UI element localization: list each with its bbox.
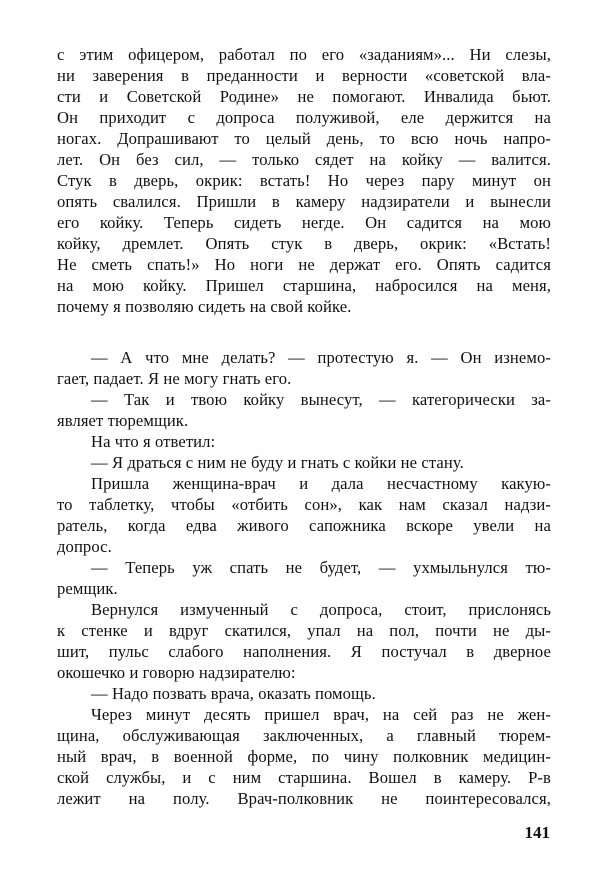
text-line: койку, дремлет. Опять стук в дверь, окрик: «Встать! — [57, 234, 551, 253]
book-page — [57, 44, 551, 809]
text-line: ремщик. — [57, 579, 118, 598]
text-line: Он приходит с допроса полуживой, еле держится на — [57, 108, 551, 127]
paragraph-3 — [57, 389, 551, 431]
text-line: Вернулся измученный с допроса, стоит, прислонясь — [91, 600, 551, 619]
paragraph-6 — [57, 473, 551, 557]
text-line: — А что мне делать? — протестую я. — Он изнемо- — [91, 348, 551, 367]
paragraph-5 — [57, 452, 551, 473]
text-line: На что я ответил: — [91, 432, 216, 451]
text-line: опять свалился. Пришли в камеру надзиратели и вынесли — [57, 192, 551, 211]
text-line: лежит на полу. Врач-полковник не поинтересовался, — [57, 789, 551, 808]
text-line: окошечко и говорю надзирателю: — [57, 663, 296, 682]
paragraph-8 — [57, 599, 551, 683]
paragraph-9 — [57, 683, 551, 704]
paragraph-1 — [57, 44, 551, 317]
text-line: ратель, когда едва живого сапожника вскоре увели на — [57, 516, 551, 535]
text-line: щина, обслуживающая заключенных, а главный тюрем- — [57, 726, 551, 745]
text-line: почему я позволяю сидеть на свой койке. — [57, 297, 352, 316]
text-line: являет тюремщик. — [57, 411, 189, 430]
text-line: — Надо позвать врача, оказать помощь. — [91, 684, 376, 703]
text-line: ногах. Допрашивают то целый день, то всю ночь напро- — [57, 129, 551, 148]
text-line: его койку. Теперь сидеть негде. Он садится на мою — [57, 213, 551, 232]
text-line: гает, падает. Я не могу гнать его. — [57, 369, 292, 388]
text-line: ный врач, в военной форме, по чину полковник медицин- — [57, 747, 551, 766]
text-line: — Теперь уж спать не будет, — ухмыльнулся тю- — [91, 558, 551, 577]
text-line: Не сметь спать!» Но ноги не держат его. Опять садится — [57, 255, 551, 274]
text-line: — Так и твою койку вынесут, — категорически за- — [91, 390, 551, 409]
text-line: шит, пульс слабого наполнения. Я постучал в дверное — [57, 642, 551, 661]
text-line: Стук в дверь, окрик: встать! Но через пару минут он — [57, 171, 551, 190]
text-line: с этим офицером, работал по его «заданиям»... Ни слезы, — [57, 45, 551, 64]
text-line: Через минут десять пришел врач, на сей раз не жен- — [91, 705, 551, 724]
paragraph-4 — [57, 431, 551, 452]
text-line: ни заверения в преданности и верности «советской вла- — [57, 66, 551, 85]
paragraph-10 — [57, 704, 551, 809]
paragraph-2 — [57, 347, 551, 389]
paragraph-gap — [57, 317, 551, 347]
paragraph-7 — [57, 557, 551, 599]
text-line: допрос. — [57, 537, 112, 556]
text-line: Пришла женщина-врач и дала несчастному какую- — [91, 474, 551, 493]
page-number: 141 — [524, 823, 550, 842]
text-line: лет. Он без сил, — только сядет на койку — валится. — [57, 150, 551, 169]
text-line: сти и Советской Родине» не помогают. Инвалида бьют. — [57, 87, 551, 106]
text-line: на мою койку. Пришел старшина, набросился на меня, — [57, 276, 551, 295]
text-line: — Я драться с ним не буду и гнать с койки не стану. — [91, 453, 464, 472]
text-line: то таблетку, чтобы «отбить сон», как нам сказал надзи- — [57, 495, 551, 514]
text-line: к стенке и вдруг скатился, упал на пол, почти не ды- — [57, 621, 551, 640]
text-line: ской службы, и с ним старшина. Вошел в камеру. Р-в — [57, 768, 551, 787]
